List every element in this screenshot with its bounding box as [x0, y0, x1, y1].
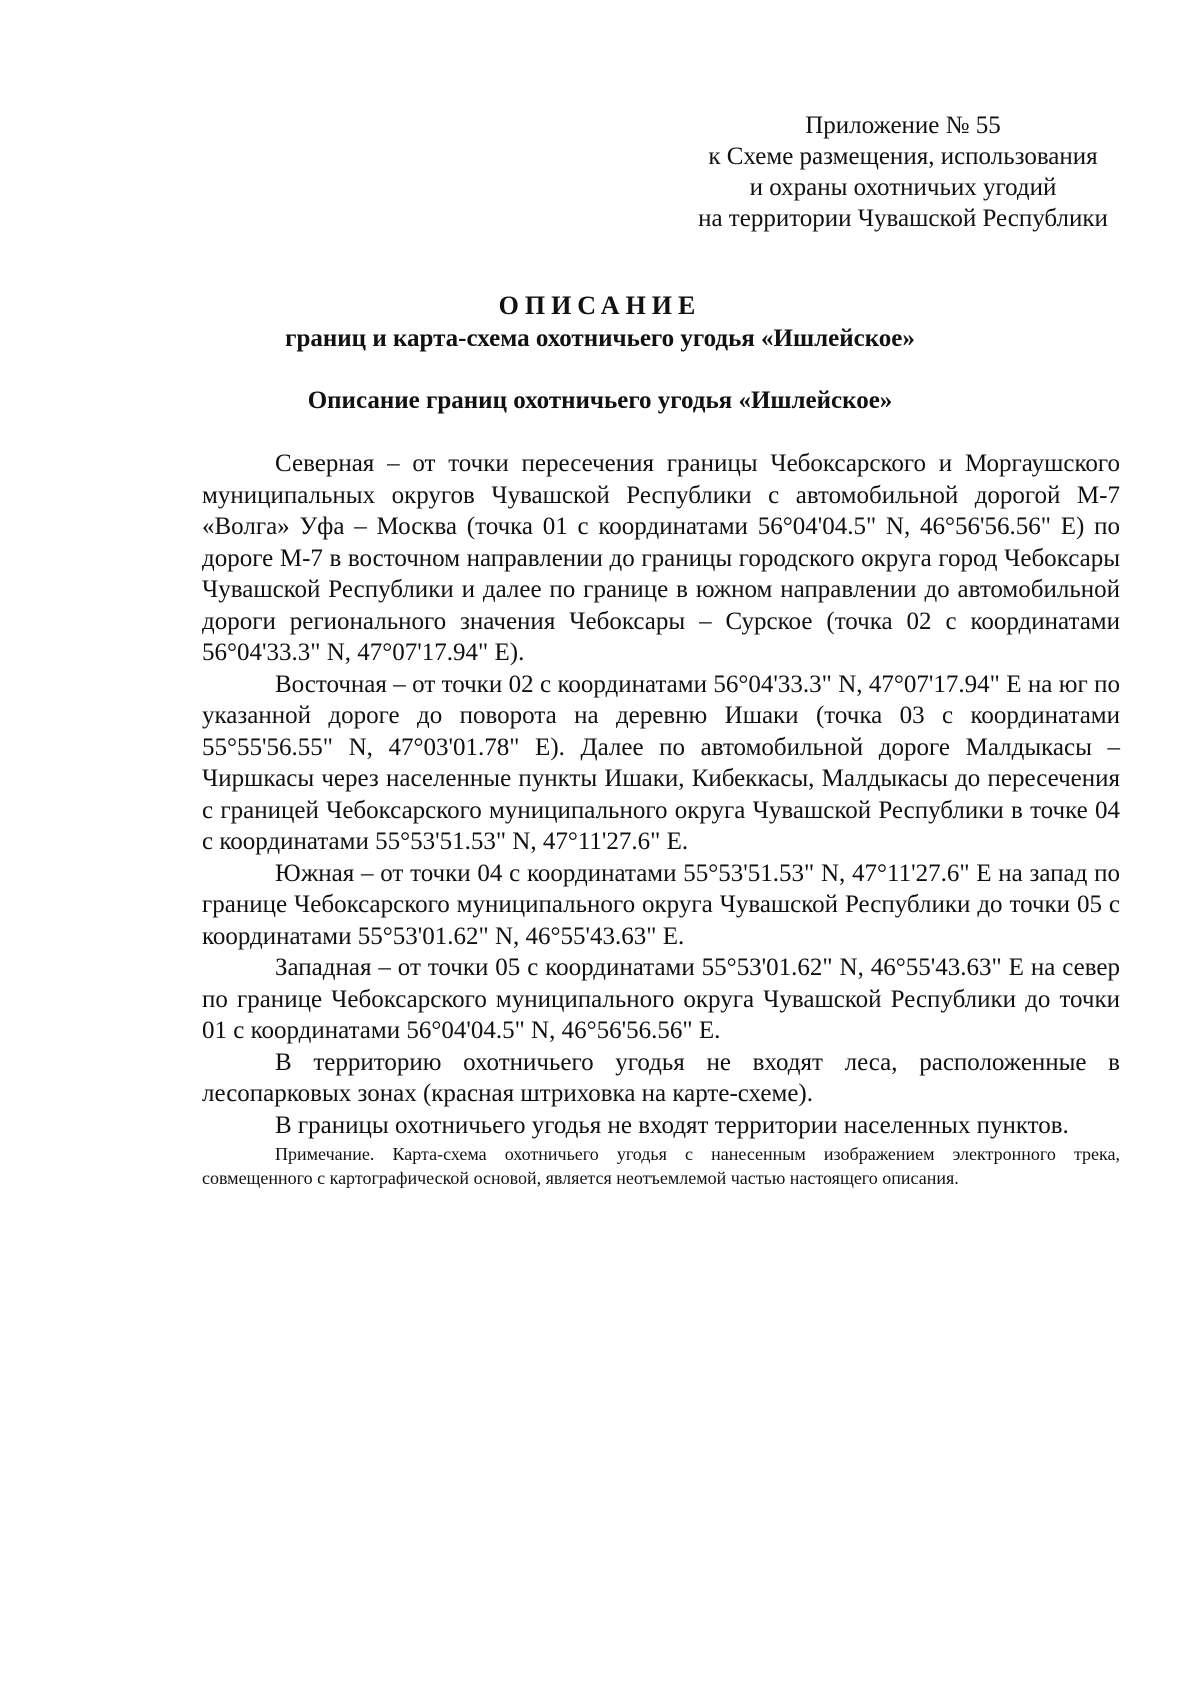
note-text: Примечание. Карта-схема охотничьего угодья с нанесенным изображением электронного трека, совмещенного с картографической основой, является неотъемлемой частью настоящего описания. — [202, 1144, 1120, 1188]
paragraph-settlements: В границы охотничьего угодья не входят территории населенных пунктов. — [275, 1111, 1069, 1139]
appendix-line-4: на территории Чувашской Республики — [698, 205, 1108, 232]
appendix-line-2: к Схеме размещения, использования — [708, 143, 1098, 170]
paragraph-west: Западная – от точки 05 с координатами 55°53'01.62" N, 46°55'43.63" E на север по границе Чебоксарского муниципального округа Чувашской Республики до точки 01 с координатами 56°04'04.5" N, 46°56'56.56" E. — [202, 954, 1120, 1044]
paragraph-north: Северная – от точки пересечения границы Чебоксарского и Моргаушского муниципальных округов Чувашской Республики с автомобильной дорогой М-7 «Волга» Уфа – Москва (точка 01 с координатами 56°04'04.5" N, 46°56'56.56" E) по дороге М-7 в восточном направлении до границы городского округа город Чебоксары Чувашской Республики и далее по границе в южном направлении до автомобильной дороги регионального значения Чебоксары – Сурское (точка 02 с координатами 56°04'33.3" N, 47°07'17.94" E). — [202, 450, 1120, 666]
document-subtitle: границ и карта-схема охотничьего угодья «Ишлейское» — [285, 325, 915, 352]
paragraph-south: Южная – от точки 04 с координатами 55°53'51.53" N, 47°11'27.6" E на запад по границе Чебоксарского муниципального округа Чувашской Республики до точки 05 с координатами 55°53'01.62" N, 46°55'43.63" E. — [202, 859, 1120, 950]
appendix-number: Приложение № 55 — [805, 112, 1001, 139]
document-title: ОПИСАНИЕ — [498, 291, 702, 320]
footnote — [202, 1143, 1120, 1190]
appendix-header — [668, 110, 1138, 234]
section-heading: Описание границ охотничьего угодья «Ишлейское» — [307, 387, 893, 414]
appendix-line-3: и охраны охотничьих угодий — [749, 174, 1057, 201]
boundary-description — [202, 448, 1120, 1141]
paragraph-east: Восточная – от точки 02 с координатами 56°04'33.3" N, 47°07'17.94" E на юг по указанной дороге до поворота на деревню Ишаки (точка 03 с координатами 55°55'56.55" N, 47°03'01.78" E). Далее по автомобильной дороге Малдыкасы – Чиршкасы через населенные пункты Ишаки, Кибеккасы, Малдыкасы до пересечения с границей Чебоксарского муниципального округа Чувашской Республики в точке 04 с координатами 55°53'51.53" N, 47°11'27.6" E. — [202, 670, 1120, 855]
paragraph-forests: В территорию охотничьего угодья не входят леса, расположенные в лесопарковых зонах (красная штриховка на карте-схеме). — [202, 1048, 1120, 1107]
